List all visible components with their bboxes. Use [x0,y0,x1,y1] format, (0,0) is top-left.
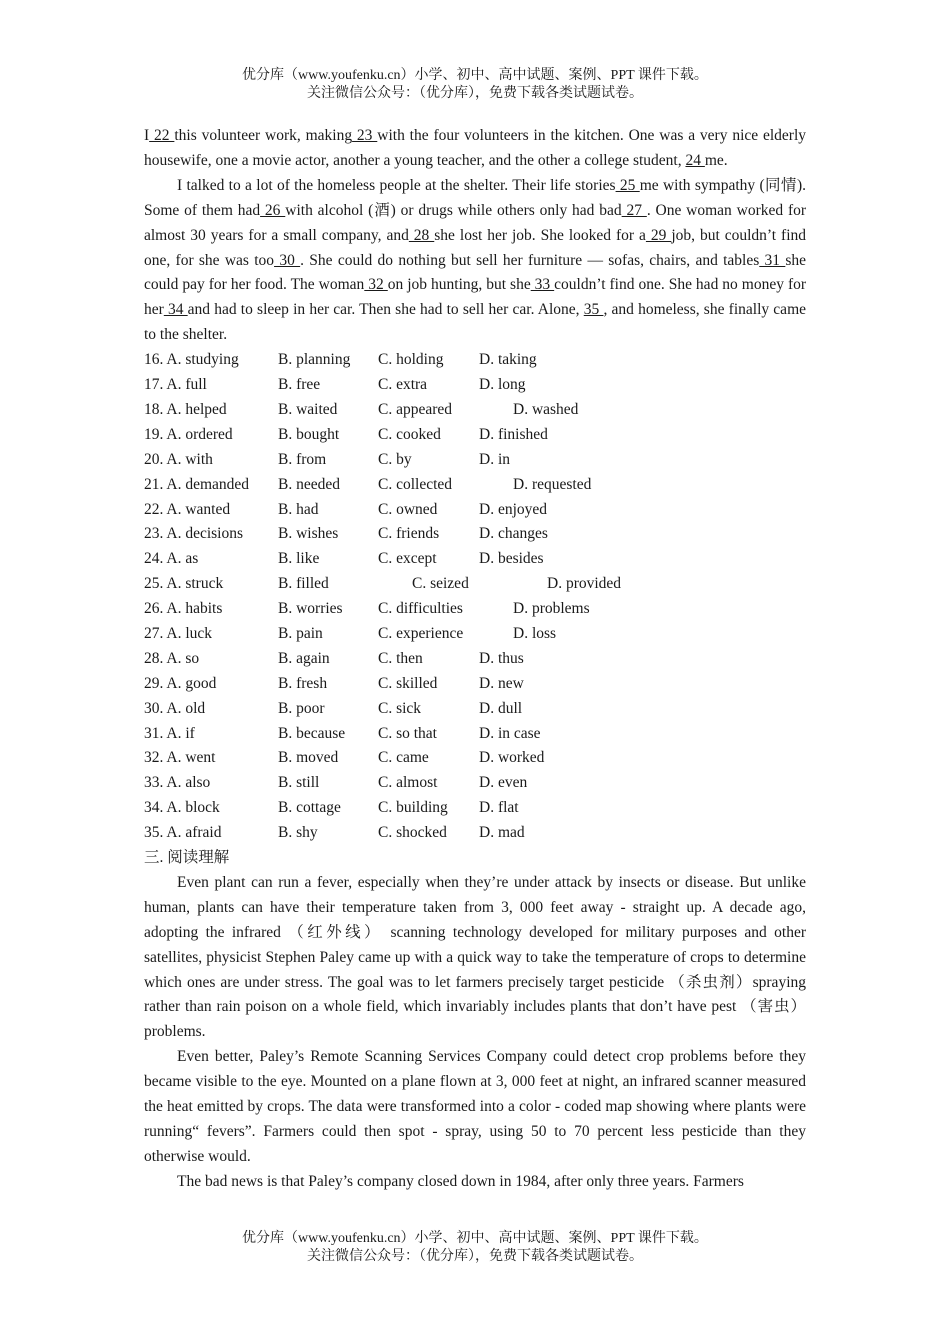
text: I [144,127,150,144]
option-row [144,796,806,821]
option-a: 28. A. so [144,649,200,667]
text: , and homeless, she finally came to the shelter. [144,301,807,344]
option-d: D. dull [479,699,523,717]
option-c: C. came [378,749,429,767]
option-c: C. owned [378,500,438,518]
option-d: D. thus [479,649,524,667]
text: job, but couldn’t find one, for she was too [144,226,807,269]
option-row [144,348,806,373]
option-b: B. filled [278,575,329,593]
option-b: B. had [278,500,319,518]
option-c: C. appeared [378,400,453,418]
blank-33: 33 [530,276,555,294]
text: . She could do nothing but sell her furniture — sofas, chairs, and tables [300,251,760,269]
option-b: B. fresh [278,674,328,692]
option-c: C. collected [378,475,453,493]
option-d: D. enjoyed [479,500,548,518]
text: I talked to a lot of the homeless people at the shelter. Their life stories [177,176,616,194]
option-a: 19. A. ordered [144,425,233,443]
option-d: D. washed [513,400,579,418]
footer-line-2: 关注微信公众号：（优分库），免费下载各类试题试卷。 [307,1249,643,1264]
text: she lost her job. She looked for a [434,226,646,244]
option-d: D. problems [513,600,590,618]
option-a: 30. A. old [144,699,206,717]
option-b: B. bought [278,425,340,443]
cloze-paragraph-2 [144,174,806,348]
option-c: C. experience [378,624,464,642]
text: this volunteer work, making [174,127,353,144]
option-a: 26. A. habits [144,600,223,618]
option-d: D. mad [479,824,525,842]
option-c: C. by [378,450,412,468]
text: with the four volunteers in the kitchen. One was a very nice elderly housewife, one a movie actor, another a young teacher, and the other a college student, [144,127,807,169]
option-c: C. friends [378,525,440,543]
option-c: C. holding [378,351,444,369]
option-d: D. long [479,376,526,394]
option-d: D. even [479,774,528,792]
option-c: C. shocked [378,824,447,842]
option-row [144,572,806,597]
option-d: D. worked [479,749,545,767]
option-a: 18. A. helped [144,400,227,418]
header-line-2: 关注微信公众号：（优分库），免费下载各类试题试卷。 [307,86,643,101]
option-d: D. flat [479,799,519,817]
option-b: B. poor [278,699,325,717]
option-a: 23. A. decisions [144,525,244,543]
option-a: 24. A. as [144,550,199,568]
option-row [144,722,806,747]
option-d: D. in [479,450,510,468]
option-row [144,771,806,796]
document-body [144,124,806,1195]
page-footer [0,1230,950,1266]
page-header [0,67,950,103]
option-c: C. extra [378,376,428,394]
option-row [144,597,806,622]
text: and had to sleep in her car. Then she had to sell her car. Alone, [187,301,580,319]
option-d: D. taking [479,351,537,369]
option-a: 20. A. with [144,450,213,468]
option-c: C. except [378,550,437,568]
option-a: 31. A. if [144,724,195,742]
option-a: 22. A. wanted [144,500,231,518]
option-b: B. wishes [278,525,339,543]
option-a: 27. A. luck [144,624,213,642]
option-d: D. provided [547,575,622,593]
option-a: 34. A. block [144,799,220,817]
blank-29: 29 [645,226,672,244]
option-c: C. skilled [378,674,438,692]
option-b: B. waited [278,400,338,418]
footer-line-1: 优分库（www.youfenku.cn）小学、初中、高中试题、案例、PPT 课件下载。 [242,1231,708,1246]
option-row [144,622,806,647]
option-row [144,498,806,523]
option-row [144,373,806,398]
option-a: 32. A. went [144,749,216,767]
option-a: 33. A. also [144,774,211,792]
option-row [144,547,806,572]
option-b: B. pain [278,624,323,642]
blank-24: 24 [685,151,705,169]
reading-paragraph-1: Even plant can run a fever, especially when they’re under attack by insects or disease. But unlike human, plants can have their temperature taken from 3, 000 feet away - straight up. A decade ago, adopting the infrared （红外线） scanning technology developed for military purposes and other satellites, physicist Stephen Paley came up with a quick way to take the temperature of crops to determine which ones are under stress. The goal was to let farmers precisely target pesticide （杀虫剂）spraying rather than rain poison on a whole field, which invariably includes plants that don’t have pest （害虫）problems. [144,873,806,1041]
option-c: C. building [378,799,448,817]
option-b: B. moved [278,749,339,767]
blank-25: 25 [615,176,640,194]
option-a: 17. A. full [144,376,207,394]
option-b: B. planning [278,351,351,369]
option-d: D. finished [479,425,548,443]
text: me. [704,151,728,169]
option-a: 21. A. demanded [144,475,250,493]
blank-30: 30 [274,251,301,269]
option-b: B. again [278,649,330,667]
answer-options-list [144,348,806,846]
text: on job hunting, but she [387,276,531,294]
option-row [144,647,806,672]
option-b: B. because [278,724,346,742]
option-c: C. sick [378,699,422,717]
option-row [144,746,806,771]
option-row [144,672,806,697]
option-b: B. needed [278,475,340,493]
option-d: D. changes [479,525,548,543]
option-d: D. besides [479,550,544,568]
option-b: B. free [278,376,321,394]
option-d: D. new [479,674,524,692]
blank-23: 23 [352,127,378,144]
option-c: C. seized [412,575,469,593]
option-b: B. like [278,550,320,568]
option-row [144,697,806,722]
option-d: D. in case [479,724,541,742]
text: couldn’t find one. She had no money for her [144,276,807,319]
option-row [144,448,806,473]
option-b: B. from [278,450,327,468]
reading-paragraph-2: Even better, Paley’s Remote Scanning Services Company could detect crop problems before they became visible to the eye. Mounted on a plane flown at 3, 000 feet at night, an infrared scanner measured the heat emitted by crops. The data were transformed into a color - coded map showing where plants were running“ fevers”. Farmers could then spot - spray, using 50 to 70 percent less pesticide than they otherwise would. [144,1048,806,1165]
blank-31: 31 [759,251,786,269]
option-a: 35. A. afraid [144,824,222,842]
text: she could pay for her food. The woman [144,251,807,294]
header-line-1: 优分库（www.youfenku.cn）小学、初中、高中试题、案例、PPT 课件下载。 [242,68,708,83]
option-c: C. so that [378,724,437,742]
blank-26: 26 [260,201,286,219]
option-c: C. then [378,649,423,667]
option-row [144,398,806,423]
option-c: C. difficulties [378,600,463,618]
option-row [144,473,806,498]
blank-35: 35 [583,301,604,319]
blank-34: 34 [163,301,188,319]
option-d: D. loss [513,624,557,642]
option-row [144,423,806,448]
option-a: 29. A. good [144,674,217,692]
blank-28: 28 [408,226,435,244]
reading-paragraph-3: The bad news is that Paley’s company closed down in 1984, after only three years. Farmers [177,1172,744,1190]
text: . One woman worked for almost 30 years for a small company, and [144,201,807,244]
cloze-paragraph-1 [144,124,806,174]
option-b: B. worries [278,600,343,618]
option-c: C. cooked [378,425,441,443]
option-d: D. requested [513,475,592,493]
blank-22: 22 [149,127,175,144]
option-row [144,522,806,547]
text: me with sympathy (同情). Some of them had [144,176,806,219]
option-row [144,821,806,846]
option-b: B. still [278,774,320,792]
section-title: 三. 阅读理解 [144,848,230,866]
blank-27: 27 [621,201,647,219]
text: with alcohol (酒) or drugs while others only had bad [285,201,622,219]
option-b: B. shy [278,824,318,842]
option-c: C. almost [378,774,438,792]
option-b: B. cottage [278,799,341,817]
blank-32: 32 [364,276,388,294]
option-a: 25. A. struck [144,575,224,593]
option-a: 16. A. studying [144,351,239,369]
